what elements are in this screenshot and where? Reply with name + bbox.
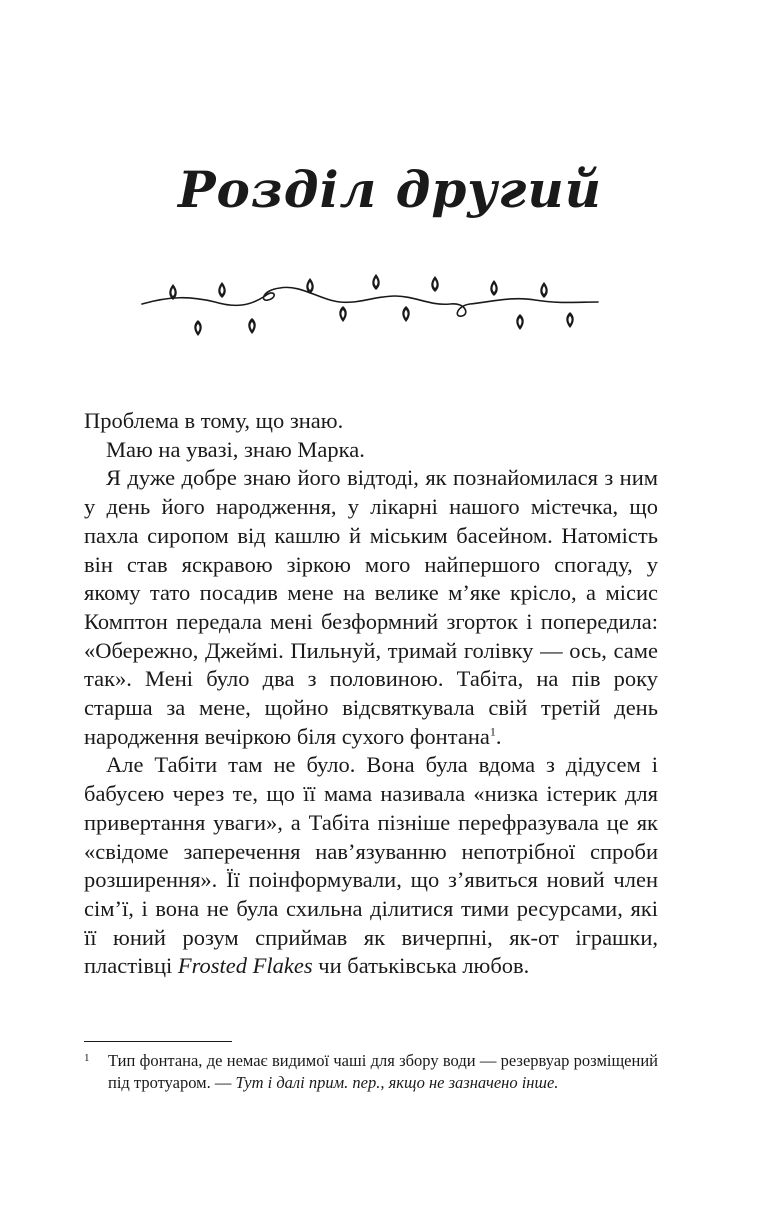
footnote-divider xyxy=(84,1041,232,1042)
paragraph-text: Я дуже добре знаю його відтоді, як познайомилася з ним у день його народження, у лікарні нашого містечка, що пахла сиропом від кашлю й міським басейном. Натомість він став яскравою зіркою мого найпершого спогаду, у якому тато посадив мене на велике м’яке крісло, а місис Комптон передала мені безформний згорток і попередила: «Обережно, Джеймі. Пильнуй, тримай голівку — ось, саме так». Мені було два з половиною. Табіта, на пів року старша за мене, щойно відсвяткувала свій третій день народження вечіркою біля сухого фонтана xyxy=(84,465,658,749)
footnote-main-text: Тип фонтана, де немає видимої чаші для збору води — резервуар розміщений під тротуаром. — xyxy=(108,1051,658,1092)
footnote xyxy=(84,1050,658,1094)
paragraph-text: чи батьківська любов. xyxy=(312,953,530,979)
footnote-text xyxy=(108,1050,658,1094)
paragraph: Маю на увазі, знаю Марка. xyxy=(106,436,365,462)
footnote-number: 1 xyxy=(84,1052,90,1064)
paragraph-text: Але Табіти там не було. Вона була вдома з дідусем і бабусею через те, що її мама називала «низка істерик для привертання уваги», а Табіта пізніше перефразувала це як «свідоме заперечення нав’язуванню непотрібної спроби розширення». Її поінформували, що з’явиться новий член сім’ї, і вона не була схильна ділитися тими ресурсами, які її юний розум сприймав як вичерпні, як-от іграшки, пластівці xyxy=(84,752,658,979)
paragraph-end: . xyxy=(495,723,502,749)
footnote-reference[interactable]: 1 xyxy=(489,724,496,739)
chapter-title: Розділ другий xyxy=(177,160,603,219)
lights-garland-ornament-icon xyxy=(140,266,600,342)
paragraph xyxy=(84,464,658,751)
paragraph xyxy=(84,751,658,981)
brand-name: Frosted Flakes xyxy=(177,953,313,979)
paragraph: Проблема в тому, що знаю. xyxy=(84,408,344,433)
chapter-body xyxy=(84,407,658,981)
translator-note: Тут і далі прим. пер., якщо не зазначено інше. xyxy=(235,1073,559,1092)
